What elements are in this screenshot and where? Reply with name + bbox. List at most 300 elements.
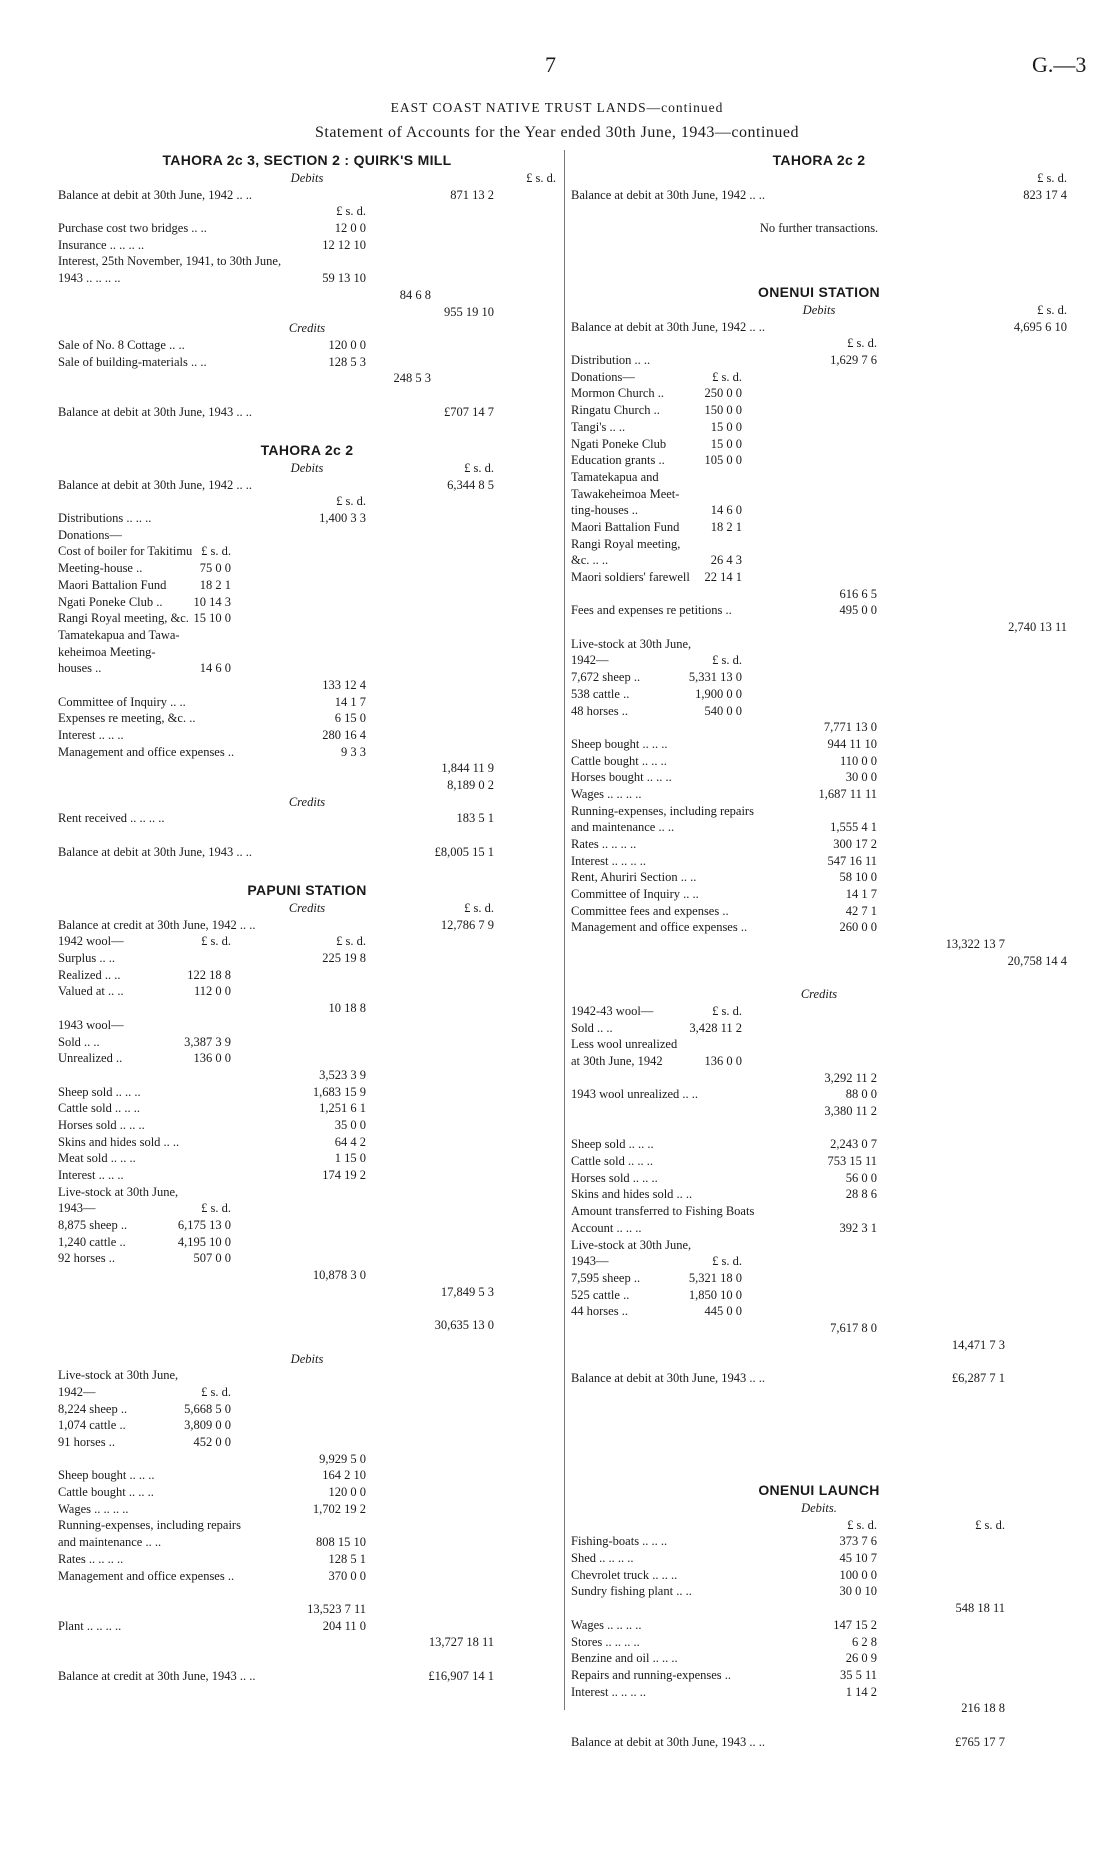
row-label: Running-expenses, including repairs — [571, 803, 754, 818]
amount: 6 15 0 — [334, 711, 366, 726]
ledger-row — [58, 1434, 556, 1451]
amount: 955 19 10 — [444, 304, 494, 319]
ledger-row — [571, 986, 1067, 1003]
ledger-row — [571, 552, 1067, 569]
ledger-row — [571, 1550, 1067, 1567]
ledger-row — [58, 170, 556, 187]
row-label: Tangi's .. .. — [571, 419, 626, 434]
sub-heading: Debits — [290, 171, 324, 185]
row-label: Sheep sold .. .. .. — [58, 1084, 141, 1099]
row-label: Repairs and running-expenses .. — [571, 1667, 732, 1682]
ledger-row — [58, 1250, 556, 1267]
row-label: Maori Battalion Fund — [571, 519, 680, 534]
row-label: Tawakeheimoa Meet- — [571, 486, 680, 501]
ledger-rows — [58, 460, 556, 861]
ledger-row — [58, 1317, 556, 1334]
row-label: Interest .. .. .. — [58, 1168, 124, 1182]
row-label: Purchase cost two bridges .. .. — [58, 221, 207, 236]
amount: 495 0 0 — [839, 603, 877, 618]
row-label: at 30th June, 1942 — [571, 1053, 663, 1068]
row-label: Fishing-boats .. .. .. — [571, 1534, 668, 1549]
ledger-row — [571, 1700, 1067, 1717]
row-label: Wages .. .. .. .. — [58, 1501, 129, 1516]
ledger-row — [58, 917, 556, 934]
ledger-row — [571, 586, 1067, 603]
row-label: Shed .. .. .. .. — [571, 1551, 634, 1566]
amount: 133 12 4 — [322, 677, 366, 692]
section-quirks-mill — [58, 150, 556, 420]
row-label: 1943 wool unrealized .. .. — [571, 1087, 699, 1102]
amount: £ s. d. — [1037, 303, 1067, 317]
row-label: houses .. — [58, 661, 102, 676]
page-reference: G.—3 — [1032, 52, 1087, 77]
amount: £ s. d. — [712, 1254, 742, 1269]
ledger-row — [571, 753, 1067, 770]
ledger-row — [58, 1150, 556, 1167]
ledger-row — [571, 1500, 1067, 1517]
ledger-row — [58, 1568, 556, 1585]
amount: 12 0 0 — [334, 221, 366, 236]
ledger-row — [571, 1517, 1067, 1534]
amount: £ s. d. — [201, 1201, 231, 1216]
row-label: Interest .. .. .. — [58, 728, 124, 742]
amount: 370 0 0 — [328, 1568, 366, 1583]
amount: 1 15 0 — [334, 1151, 366, 1166]
ledger-row — [58, 1284, 556, 1301]
ledger-row — [58, 627, 556, 644]
row-label: Management and office expenses .. — [58, 744, 235, 759]
row-label: and maintenance .. .. — [58, 1535, 162, 1550]
amount: 823 17 4 — [1023, 187, 1067, 202]
ledger-row — [571, 1667, 1067, 1684]
section-onenui-launch — [571, 1480, 1067, 1750]
row-label: Less wool unrealized — [571, 1037, 678, 1052]
row-label: Plant .. .. .. .. — [58, 1618, 122, 1633]
amount: 7,771 13 0 — [823, 720, 877, 735]
row-label: Meeting-house .. — [58, 561, 143, 576]
amount: 452 0 0 — [193, 1435, 231, 1449]
ledger-row — [571, 1120, 1067, 1137]
amount: 18 2 1 — [199, 577, 231, 592]
amount: 4,195 10 0 — [177, 1234, 231, 1249]
ledger-row — [571, 1600, 1067, 1617]
ledger-row — [58, 677, 556, 694]
ledger-row — [58, 610, 556, 627]
ledger-row — [571, 1103, 1067, 1120]
amount: 373 7 6 — [839, 1534, 877, 1549]
row-label: Insurance .. .. .. .. — [58, 237, 145, 252]
ledger-row — [58, 794, 556, 811]
row-label: 92 horses .. — [58, 1251, 115, 1266]
amount: 871 13 2 — [450, 187, 494, 202]
ledger-row — [571, 452, 1067, 469]
amount: £8,005 15 1 — [434, 844, 494, 859]
amount: £ s. d. — [847, 336, 877, 351]
amount: 12,786 7 9 — [440, 917, 494, 932]
ledger-row — [571, 1186, 1067, 1203]
amount: 105 0 0 — [704, 453, 742, 468]
ledger-row — [571, 669, 1067, 686]
amount: 1,850 10 0 — [688, 1287, 742, 1302]
ledger-row — [58, 460, 556, 477]
row-label: Horses bought .. .. .. — [571, 770, 672, 785]
ledger-rows — [58, 900, 556, 1684]
section-heading: TAHORA 2c 3, SECTION 2 : QUIRK'S MILL — [162, 152, 452, 168]
ledger-row — [58, 1167, 556, 1184]
amount: 15 0 0 — [710, 419, 742, 434]
ledger-row — [58, 827, 556, 844]
ledger-row — [58, 1067, 556, 1084]
section-heading: ONENUI LAUNCH — [758, 1482, 880, 1498]
ledger-row — [58, 950, 556, 967]
row-label: 1943 .. .. .. .. — [58, 271, 121, 286]
row-label: ting-houses .. — [571, 503, 639, 518]
section-heading: TAHORA 2c 2 — [772, 152, 866, 168]
ledger-row — [571, 419, 1067, 436]
row-label: Ringatu Church .. — [571, 403, 660, 418]
ledger-row — [571, 1036, 1067, 1053]
ledger-row — [58, 1351, 556, 1368]
amount: 120 0 0 — [328, 1485, 366, 1500]
row-label: 1,074 cattle .. — [58, 1418, 126, 1433]
sub-heading: Credits — [288, 794, 326, 809]
sub-heading: No further transactions. — [759, 221, 879, 236]
row-label: Unrealized .. — [58, 1051, 123, 1066]
ledger-row — [571, 1734, 1067, 1751]
row-label: 48 horses .. — [571, 703, 628, 718]
amount: 15 0 0 — [710, 436, 742, 451]
amount: 3,387 3 9 — [184, 1034, 231, 1049]
section-heading: PAPUNI STATION — [247, 882, 367, 898]
ledger-row — [571, 402, 1067, 419]
ledger-row — [58, 967, 556, 984]
ledger-row — [58, 203, 556, 220]
section-papuni-station — [58, 880, 556, 1684]
row-label: Balance at credit at 30th June, 1942 .. .. — [58, 917, 256, 932]
ledger-row — [58, 1484, 556, 1501]
amount: £ s. d. — [336, 494, 366, 509]
ledger-row — [58, 1534, 556, 1551]
amount: 84 6 8 — [399, 287, 431, 302]
row-label: 1942— — [58, 1384, 96, 1399]
row-label: Committee of Inquiry .. .. — [571, 887, 699, 902]
ledger-rows — [571, 170, 1067, 237]
ledger-row — [58, 404, 556, 421]
amount: 3,292 11 2 — [824, 1070, 877, 1085]
ledger-row — [58, 253, 556, 270]
amount: 30 0 0 — [845, 770, 877, 785]
row-label: Cattle bought .. .. .. — [58, 1485, 154, 1500]
amount: 5,331 13 0 — [688, 670, 742, 685]
ledger-row — [58, 1050, 556, 1067]
amount: 128 5 3 — [328, 354, 366, 369]
document-subtitle: Statement of Accounts for the Year ended 30th June, 1943—continued — [314, 124, 800, 141]
row-label: 1942 wool— — [58, 934, 124, 949]
amount: 17,849 5 3 — [440, 1284, 494, 1299]
ledger-row — [58, 1417, 556, 1434]
row-label: keheimoa Meeting- — [58, 644, 156, 659]
ledger-row — [571, 953, 1067, 970]
amount: 88 0 0 — [845, 1087, 877, 1102]
row-label: Sale of No. 8 Cottage .. .. — [58, 337, 185, 352]
row-label: &c. .. .. — [571, 553, 609, 568]
row-label: Cost of boiler for Takitimu — [58, 544, 193, 559]
ledger-row — [571, 786, 1067, 803]
amount: 225 19 8 — [322, 951, 366, 966]
sub-heading: Credits — [288, 321, 326, 336]
ledger-row — [58, 594, 556, 611]
ledger-row — [571, 769, 1067, 786]
row-label: Cattle sold .. .. .. — [58, 1101, 140, 1116]
ledger-row — [58, 493, 556, 510]
amount: 28 8 6 — [845, 1187, 877, 1202]
row-label: 538 cattle .. — [571, 686, 630, 701]
row-label: Rates .. .. .. .. — [571, 837, 637, 851]
row-label: Horses sold .. .. .. — [58, 1117, 145, 1132]
amount: 944 11 10 — [827, 736, 877, 751]
row-label: Committee fees and expenses .. — [571, 903, 729, 918]
row-label: Education grants .. — [571, 453, 665, 468]
amount: £ s. d. — [712, 369, 742, 384]
ledger-row — [571, 1153, 1067, 1170]
amount: 136 0 0 — [704, 1053, 742, 1068]
amount: 147 15 2 — [833, 1617, 877, 1632]
amount: 18 2 1 — [710, 519, 742, 534]
ledger-row — [571, 1170, 1067, 1187]
ledger-row — [571, 886, 1067, 903]
sub-heading: Credits — [800, 987, 838, 1002]
row-label: Management and office expenses .. — [58, 1568, 235, 1583]
ledger-row — [571, 335, 1067, 352]
amount: 300 17 2 — [833, 837, 877, 851]
row-label: Fees and expenses re petitions .. — [571, 603, 732, 618]
row-label: Balance at debit at 30th June, 1942 .. .. — [571, 319, 766, 334]
amount: 26 0 9 — [845, 1651, 877, 1666]
ledger-row — [58, 320, 556, 337]
ledger-row — [58, 1217, 556, 1234]
amount: 2,740 13 11 — [1008, 620, 1067, 635]
amount: 183 5 1 — [456, 811, 494, 826]
amount: 14,471 7 3 — [951, 1337, 1005, 1352]
ledger-row — [571, 636, 1067, 653]
ledger-row — [58, 810, 556, 827]
ledger-row — [58, 1501, 556, 1518]
ledger-row — [58, 760, 556, 777]
row-label: Rent, Ahuriri Section .. .. — [571, 870, 697, 885]
ledger-row — [58, 1017, 556, 1034]
ledger-row — [571, 1136, 1067, 1153]
ledger-row — [571, 1320, 1067, 1337]
ledger-row — [571, 736, 1067, 753]
amount: £16,907 14 1 — [428, 1668, 494, 1683]
row-label: Skins and hides sold .. .. — [571, 1187, 693, 1202]
ledger-row — [571, 719, 1067, 736]
ledger-row — [58, 694, 556, 711]
amount: 174 19 2 — [322, 1168, 366, 1182]
row-label: Mormon Church .. — [571, 386, 665, 401]
amount: 112 0 0 — [193, 984, 231, 999]
ledger-row — [571, 1053, 1067, 1070]
amount: £6,287 7 1 — [951, 1371, 1005, 1385]
ledger-row — [571, 1370, 1067, 1387]
ledger-row — [571, 703, 1067, 720]
ledger-row — [571, 1287, 1067, 1304]
amount: £ s. d. — [975, 1517, 1005, 1532]
row-label: Skins and hides sold .. .. — [58, 1134, 180, 1149]
ledger-row — [571, 602, 1067, 619]
amount: 1,251 6 1 — [319, 1101, 366, 1116]
ledger-row — [58, 1384, 556, 1401]
amount: 128 5 1 — [328, 1551, 366, 1566]
row-label: Cattle sold .. .. .. — [571, 1154, 653, 1169]
amount: 35 5 11 — [839, 1667, 877, 1682]
amount: 136 0 0 — [193, 1051, 231, 1066]
amount: 42 7 1 — [845, 903, 877, 918]
sub-heading: Debits — [290, 1351, 324, 1366]
row-label: Ngati Poneke Club .. — [58, 594, 163, 609]
amount: 250 0 0 — [704, 386, 742, 401]
row-label: Rangi Royal meeting, — [571, 536, 681, 551]
ledger-row — [58, 560, 556, 577]
row-label: Ngati Poneke Club — [571, 436, 667, 451]
amount: 216 18 8 — [961, 1701, 1005, 1716]
ledger-row — [571, 536, 1067, 553]
amount: 7,617 8 0 — [830, 1320, 877, 1335]
ledger-row — [58, 477, 556, 494]
amount: 547 16 11 — [827, 853, 877, 868]
ledger-row — [58, 1601, 556, 1618]
row-label: Donations— — [571, 369, 635, 384]
amount: 12 12 10 — [322, 237, 366, 252]
ledger-row — [58, 1334, 556, 1351]
amount: 64 4 2 — [334, 1134, 366, 1149]
ledger-row — [58, 1117, 556, 1134]
ledger-row — [58, 1634, 556, 1651]
row-label: 1943— — [58, 1201, 96, 1216]
ledger-row — [58, 220, 556, 237]
row-label: Live-stock at 30th June, — [571, 1237, 692, 1252]
row-label: Tamatekapua and — [571, 469, 659, 484]
ledger-row — [58, 510, 556, 527]
row-label: Wages .. .. .. .. — [571, 786, 642, 801]
ledger-rows — [571, 1500, 1067, 1750]
amount: 1,683 15 9 — [312, 1084, 366, 1099]
amount: 58 10 0 — [839, 870, 877, 885]
row-label: Sheep sold .. .. .. — [571, 1137, 654, 1152]
row-label: Live-stock at 30th June, — [58, 1184, 179, 1199]
row-label: Amount transferred to Fishing Boats — [571, 1204, 755, 1219]
ledger-row — [58, 744, 556, 761]
ledger-row — [571, 1070, 1067, 1087]
ledger-row — [58, 527, 556, 544]
amount: 13,322 13 7 — [945, 937, 1005, 952]
section-heading: TAHORA 2c 2 — [260, 442, 354, 458]
ledger-row — [58, 1200, 556, 1217]
ledger-rows — [58, 170, 556, 420]
amount: 14 6 0 — [710, 503, 742, 518]
ledger-row — [571, 469, 1067, 486]
row-label: Interest, 25th November, 1941, to 30th June, — [58, 254, 282, 269]
amount: 808 15 10 — [316, 1535, 366, 1550]
ledger-row — [571, 1220, 1067, 1237]
amount: 30 0 10 — [839, 1584, 877, 1599]
ledger-row — [571, 1567, 1067, 1584]
sub-heading: Debits — [802, 303, 836, 317]
ledger-row — [571, 170, 1067, 187]
ledger-row — [58, 1651, 556, 1668]
amount: 1,555 4 1 — [830, 820, 877, 835]
sub-heading: Debits — [290, 461, 324, 475]
amount: 14 1 7 — [845, 887, 877, 902]
ledger-row — [571, 1533, 1067, 1550]
section-tahora-2c2 — [58, 440, 556, 861]
amount: 1,844 11 9 — [441, 761, 494, 776]
ledger-row — [571, 919, 1067, 936]
amount: 110 0 0 — [839, 753, 877, 768]
amount: 2,243 0 7 — [830, 1137, 877, 1152]
ledger-row — [571, 1020, 1067, 1037]
amount: 30,635 13 0 — [434, 1318, 494, 1333]
ledger-row — [58, 644, 556, 661]
ledger-row — [571, 936, 1067, 953]
ledger-row — [58, 370, 556, 387]
ledger-row — [58, 727, 556, 744]
sub-heading: Debits. — [801, 1501, 837, 1515]
row-label: Wages .. .. .. .. — [571, 1617, 642, 1632]
amount: 150 0 0 — [704, 403, 742, 418]
ledger-row — [58, 387, 556, 404]
row-label: Benzine and oil .. .. .. — [571, 1651, 678, 1666]
amount: 3,809 0 0 — [184, 1418, 231, 1433]
ledger-row — [58, 933, 556, 950]
row-label: 1,240 cattle .. — [58, 1234, 126, 1249]
amount: 10 14 3 — [193, 594, 231, 609]
amount: 280 16 4 — [322, 728, 366, 742]
ledger-row — [571, 1634, 1067, 1651]
amount: 6 2 8 — [852, 1634, 877, 1649]
ledger-row — [571, 220, 1067, 237]
ledger-row — [571, 836, 1067, 853]
row-label: Live-stock at 30th June, — [571, 636, 692, 651]
ledger-row — [571, 619, 1067, 636]
amount: £ s. d. — [201, 544, 231, 559]
ledger-row — [571, 853, 1067, 870]
ledger-row — [571, 1650, 1067, 1667]
ledger-row — [58, 777, 556, 794]
amount: 1,629 7 6 — [830, 353, 877, 368]
section-onenui-station — [571, 282, 1067, 1387]
row-label: Valued at .. .. — [58, 984, 124, 999]
row-label: 7,672 sheep .. — [571, 670, 641, 685]
ledger-row — [571, 502, 1067, 519]
ledger-row — [58, 287, 556, 304]
ledger-row — [58, 983, 556, 1000]
row-label: and maintenance .. .. — [571, 820, 675, 835]
ledger-row — [58, 354, 556, 371]
amount: £707 14 7 — [444, 404, 494, 419]
ledger-row — [571, 803, 1067, 820]
ledger-row — [571, 970, 1067, 987]
section-heading: ONENUI STATION — [758, 284, 880, 300]
ledger-row — [58, 304, 556, 321]
row-label: Sold .. .. — [58, 1034, 100, 1049]
ledger-row — [571, 486, 1067, 503]
ledger-row — [571, 1583, 1067, 1600]
amount: 14 6 0 — [199, 661, 231, 676]
ledger-row — [571, 1353, 1067, 1370]
amount: 9 3 3 — [341, 744, 366, 759]
ledger-row — [571, 302, 1067, 319]
